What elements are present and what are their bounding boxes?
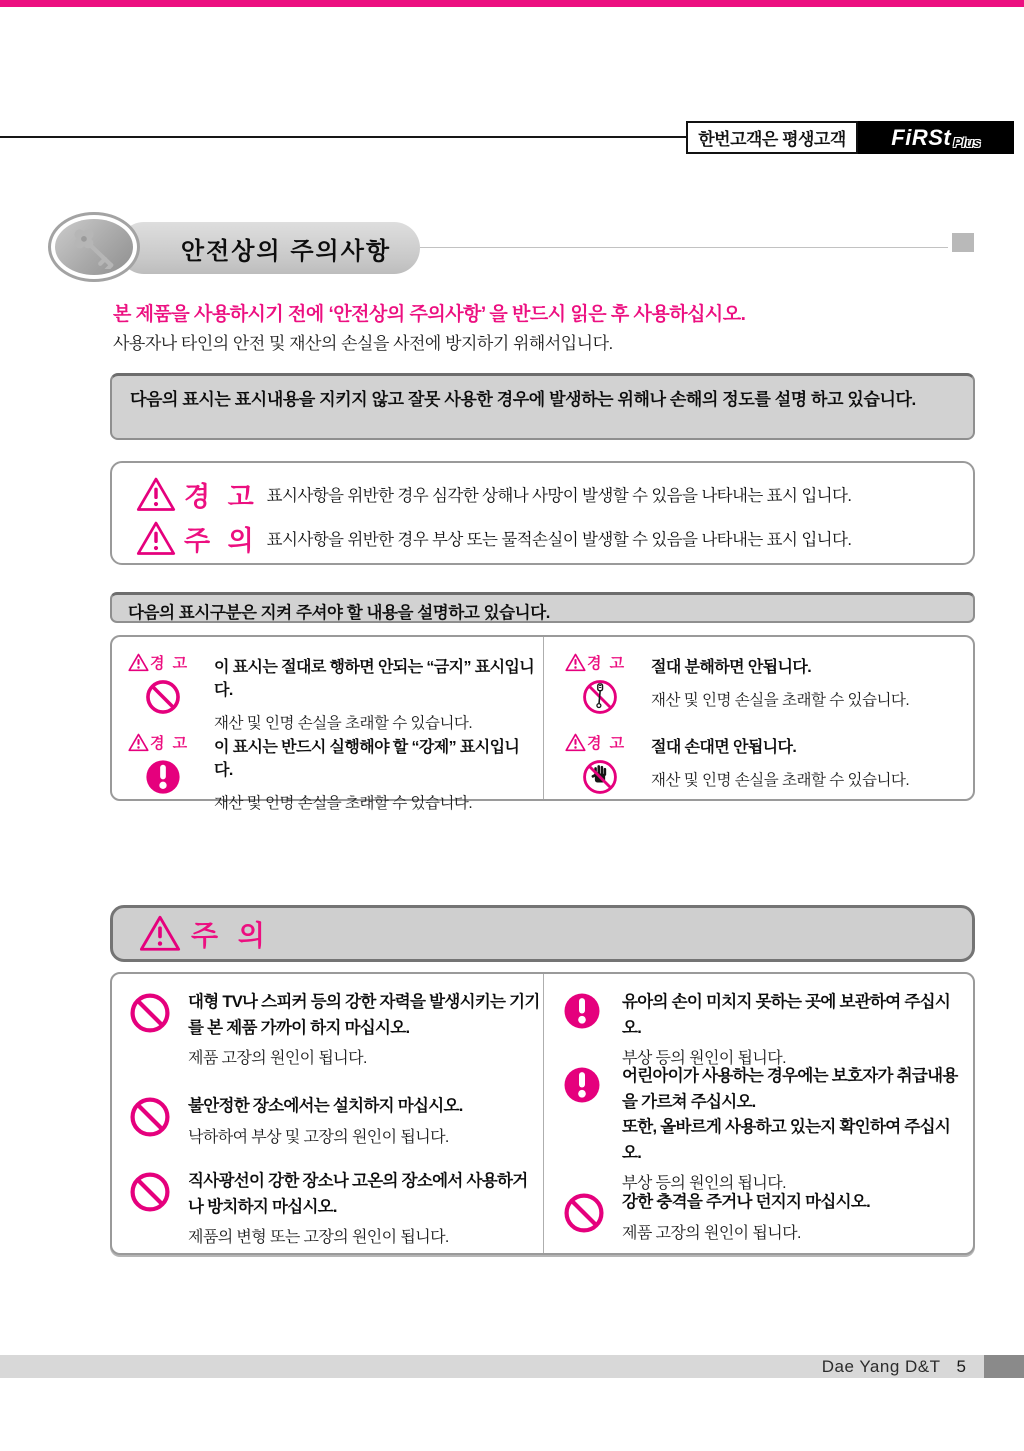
header-rule — [0, 136, 687, 138]
legend-item-prohibition — [128, 652, 536, 733]
legend-item-no-disassembly — [565, 652, 965, 716]
top-accent-strip — [0, 0, 1024, 7]
caution-item-title: 대형 TV나 스피커 등의 강한 자력을 발생시키는 기기를 본 제품 가까이 하지 마십시오. — [188, 993, 540, 1037]
caution-item — [562, 990, 966, 1068]
page-title: 안전상의 주의사항 — [180, 237, 392, 265]
caution-item-title: 직사광선이 강한 장소나 고온의 장소에서 사용하거 나 방치하지 마십시오. — [188, 1172, 528, 1216]
logo-plus-text: Plus — [953, 134, 981, 150]
caution-section-label: 주 의 — [191, 919, 271, 951]
title-rule — [420, 247, 948, 248]
caution-level-row — [136, 516, 973, 560]
prohibition-icon — [144, 678, 182, 716]
title-end-square — [952, 233, 974, 252]
caution-item-title: 어린아이가 사용하는 경우에는 보호자가 취급내용을 가르쳐 주십시오. — [622, 1067, 958, 1111]
legend-title: 절대 분해하면 안됩니다. — [651, 659, 812, 676]
legend-title: 절대 손대면 안됩니다. — [651, 739, 797, 756]
prohibition-icon — [128, 1095, 172, 1147]
notice-category-box: 다음의 표시구분은 지켜 주셔야 할 내용을 설명하고 있습니다. — [110, 592, 975, 623]
caution-item — [128, 990, 540, 1068]
intro-subline: 사용자나 타인의 안전 및 재산의 손실을 사전에 방지하기 위해서입니다. — [113, 334, 613, 353]
caution-item — [128, 1094, 540, 1147]
warning-level-row — [136, 472, 973, 516]
warning-badge-label: 경 고 — [587, 735, 627, 752]
caution-item-title: 유아의 손이 미치지 못하는 곳에 보관하여 주십시오. — [622, 993, 951, 1037]
footer-company: Dae Yang D&T — [821, 1356, 941, 1376]
mandatory-icon — [144, 758, 182, 796]
legend-item-mandatory — [128, 732, 536, 813]
warning-badge — [565, 652, 651, 673]
warning-triangle-icon — [136, 476, 176, 513]
logo-first-text: FiRSt — [891, 124, 952, 150]
warning-badge-label: 경 고 — [150, 655, 190, 672]
slogan-text: 한번고객은 평생고객 — [698, 130, 846, 149]
no-touch-icon — [581, 758, 619, 796]
caution-item-desc: 제품 고장의 원인이 됩니다. — [622, 1224, 801, 1242]
legend-title: 이 표시는 절대로 행하면 안되는 “금지” 표시입니다. — [214, 659, 535, 699]
caution-item — [128, 1169, 540, 1247]
key-badge — [48, 212, 140, 282]
warning-label: 경 고 — [184, 481, 259, 512]
legend-item-no-touch — [565, 732, 965, 796]
legend-desc: 재산 및 인명 손실을 초래할 수 있습니다. — [651, 692, 910, 709]
column-divider — [543, 974, 544, 1253]
caution-item-title: 불안정한 장소에서는 설치하지 마십시오. — [188, 1097, 463, 1115]
slogan-box — [686, 121, 858, 154]
key-icon — [55, 219, 133, 275]
caution-item-desc: 부상 등의 원인이 됩니다. — [622, 1050, 786, 1068]
warning-level-box — [110, 461, 975, 565]
legend-desc: 재산 및 인명 손실을 초래할 수 있습니다. — [214, 715, 473, 732]
legend-desc: 재산 및 인명 손실을 초래할 수 있습니다. — [214, 795, 473, 812]
caution-item-desc: 제품 고장의 원인이 됩니다. — [188, 1050, 367, 1068]
caution-item-title: 강한 충격을 주거나 던지지 마십시오. — [622, 1193, 871, 1211]
caution-item-title2: 또한, 올바르게 사용하고 있는지 확인하여 주십시오. — [622, 1118, 951, 1162]
caution-item — [562, 1064, 966, 1193]
notice-degree-box: 다음의 표시는 표시내용을 지키지 않고 잘못 사용한 경우에 발생하는 위해나 손해의 정도를 설명 하고 있습니다. — [110, 373, 975, 440]
warning-badge — [128, 652, 214, 673]
legend-desc: 재산 및 인명 손실을 초래할 수 있습니다. — [651, 772, 910, 789]
warning-triangle-icon — [139, 914, 181, 953]
warning-badge-label: 경 고 — [587, 655, 627, 672]
caution-section-header — [110, 905, 975, 962]
footer-end-block — [984, 1355, 1024, 1378]
warning-badge — [128, 732, 214, 753]
firstplus-logo — [858, 121, 1014, 154]
no-disassembly-icon — [581, 678, 619, 716]
legend-title: 이 표시는 반드시 실행해야 할 “강제” 표시입니다. — [214, 739, 520, 779]
footer-bar — [0, 1355, 1024, 1378]
mandatory-icon — [562, 1065, 606, 1193]
caution-text: 표시사항을 위반한 경우 부상 또는 물적손실이 발생할 수 있음을 나타내는 표시 입니다. — [266, 531, 852, 549]
intro-headline: 본 제품을 사용하시기 전에 ‘안전상의 주의사항’ 을 반드시 읽은 후 사용하십시오. — [113, 304, 746, 325]
caution-item-desc: 부상 등의 원인의 됩니다. — [622, 1175, 786, 1193]
warning-badge-label: 경 고 — [150, 735, 190, 752]
caution-item-desc: 제품의 변형 또는 고장의 원인이 됩니다. — [188, 1229, 449, 1247]
prohibition-icon — [562, 1191, 606, 1243]
warning-triangle-icon — [136, 520, 176, 557]
caution-label: 주 의 — [184, 525, 259, 556]
prohibition-icon — [128, 1170, 172, 1247]
caution-item — [562, 1190, 966, 1243]
column-divider — [543, 637, 544, 799]
section-title-bubble — [118, 222, 420, 274]
footer-page-number: 5 — [956, 1356, 966, 1376]
mark-legend-box — [110, 635, 975, 812]
caution-content-box — [110, 972, 975, 1255]
mandatory-icon — [562, 991, 606, 1068]
prohibition-icon — [128, 991, 172, 1068]
caution-item-desc: 낙하하여 부상 및 고장의 원인이 됩니다. — [188, 1128, 449, 1146]
warning-badge — [565, 732, 651, 753]
warning-text: 표시사항을 위반한 경우 심각한 상해나 사망이 발생할 수 있음을 나타내는 표시 입니다. — [266, 487, 852, 505]
